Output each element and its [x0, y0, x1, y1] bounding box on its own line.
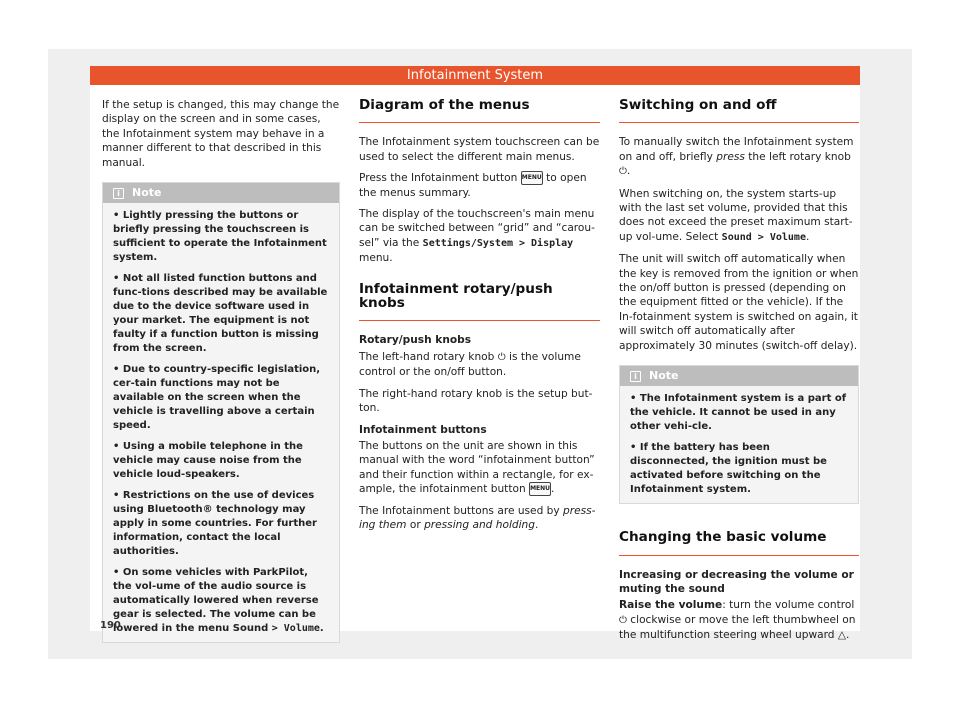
note-body — [103, 203, 339, 642]
menu-path: Settings/System > Display — [422, 237, 574, 249]
info-icon: i — [113, 188, 124, 199]
text: . — [846, 629, 850, 642]
paragraph — [619, 187, 859, 246]
paragraph — [359, 504, 600, 533]
info-icon: i — [630, 371, 641, 382]
paragraph: The Infotainment system touchscreen can be used to select the different main menus. — [359, 136, 600, 163]
note-item: • Due to country-specific legislation, cer-tain functions may not be available on the screen when the vehicle is travelling above a certain speed. — [113, 364, 321, 432]
text: . — [805, 230, 810, 243]
subheading-rotary: Rotary/push knobs — [359, 334, 472, 347]
note-item: • Lightly pressing the buttons or briefly pressing the touchscreen is sufficient to operate the Infotainment system. — [113, 210, 327, 264]
note-item-end: . — [319, 623, 324, 635]
note-item — [113, 566, 329, 636]
page-number: 190 — [100, 620, 121, 631]
text: . — [551, 483, 555, 496]
paragraph: The right-hand rotary knob is the setup but-ton. — [359, 387, 593, 415]
paragraph — [359, 207, 600, 266]
power-icon: ⏻ — [497, 351, 506, 363]
text-emphasis: pressing and holding — [424, 518, 535, 531]
note-header — [103, 183, 339, 203]
note-heading: Note — [132, 186, 162, 200]
text-emphasis: press — [716, 150, 745, 163]
note-item: • Not all listed function buttons and func-tions described may be available due to the device software used in your market. The equipment is not faulty if a function button is missing from the screen. — [113, 273, 328, 355]
note-item: • The Infotainment system is a part of the vehicle. It cannot be used in any other vehi-cle. — [630, 393, 847, 433]
note-item: • If the battery has been disconnected, the ignition must be activated before switching on the Infotainment system. — [630, 442, 827, 496]
text: menu. — [359, 252, 393, 265]
subheading-buttons: Infotainment buttons — [359, 423, 487, 436]
text: The Infotainment buttons are used by — [359, 504, 560, 517]
paragraph — [359, 350, 600, 380]
intro-paragraph: If the setup is changed, this may change the display on the screen and in some cases, the Infotainment system may behave in a manner different to that described in this manual. — [102, 99, 340, 169]
triangle-up-icon: △ — [837, 629, 847, 642]
subheading-incdec: Increasing or decreasing the volume or muting the sound — [619, 568, 854, 595]
text: or — [409, 518, 421, 531]
note-body — [620, 386, 858, 503]
note-item: • Restrictions on the use of devices using Bluetooth® technology may apply in some countries. For further information, contact the local authorities. — [113, 490, 317, 558]
note-item: • Using a mobile telephone in the vehicle may cause noise from the vehicle loud-speakers. — [113, 441, 303, 481]
note-box — [619, 365, 859, 504]
menu-path: Sound > Volume — [721, 231, 806, 243]
section-heading-knobs: Infotainment rotary/push knobs — [359, 282, 600, 322]
text: is the volume control or the on/off button. — [359, 350, 581, 379]
power-icon: ⏻ — [619, 614, 627, 626]
note-box — [102, 182, 340, 643]
power-icon: ⏻ — [619, 166, 627, 178]
column-left — [102, 98, 340, 643]
text: the left rotary knob — [748, 150, 851, 163]
text: : turn the volume control — [722, 599, 855, 612]
text-emphasis: press-ing them — [359, 504, 596, 531]
menu-path: > Volume — [271, 623, 320, 635]
note-header — [620, 366, 858, 386]
text: When switching on, the system starts-up with the last set volume, provided that this does not exceed the preset maximum start-up vol-ume. Select — [619, 187, 853, 243]
column-right — [619, 98, 859, 650]
paragraph — [359, 439, 600, 497]
section-heading-switch: Switching on and off — [619, 98, 859, 123]
menu-button-icon: MENU — [529, 482, 551, 496]
text: . — [626, 165, 631, 178]
text: The left-hand rotary knob — [359, 350, 495, 363]
note-item-text: • On some vehicles with ParkPilot, the vol-ume of the audio source is automatically lowered when reverse gear is selected. The volume can be lowered in the menu Sound — [113, 567, 319, 635]
section-heading-menus: Diagram of the menus — [359, 98, 600, 123]
text: to open the menus summary. — [359, 172, 587, 199]
section-heading-volume: Changing the basic volume — [619, 530, 859, 555]
paragraph — [619, 598, 859, 642]
paragraph — [359, 171, 600, 200]
text-bold: Raise the volume — [619, 599, 723, 612]
chapter-banner: Infotainment System — [90, 66, 860, 85]
paragraph — [619, 135, 859, 179]
paragraph: The unit will switch off automatically when the key is removed from the ignition or when the on/off button is pressed (depending on the equipment fitted or the vehicle). If the In-fotainment system is switched on again, it will switch off automatically after approximately 30 minutes (switch-off delay). — [619, 253, 859, 352]
menu-button-icon: MENU — [521, 171, 543, 185]
text: The buttons on the unit are shown in this manual with the word “infotainment button” and their function within a rectangle, for ex-ample, the infotainment button — [359, 439, 595, 496]
text: Press the Infotainment button — [359, 172, 518, 185]
text: The display of the touchscreen's main menu can be switched between “grid” and “carou-sel” via the — [359, 208, 595, 249]
note-heading: Note — [649, 369, 679, 383]
text: To manually switch the Infotainment system on and off, briefly — [619, 136, 854, 163]
column-middle — [359, 98, 600, 539]
text: . — [535, 518, 539, 531]
text: clockwise or move the left thumbwheel on the multifunction steering wheel upward — [619, 613, 856, 642]
